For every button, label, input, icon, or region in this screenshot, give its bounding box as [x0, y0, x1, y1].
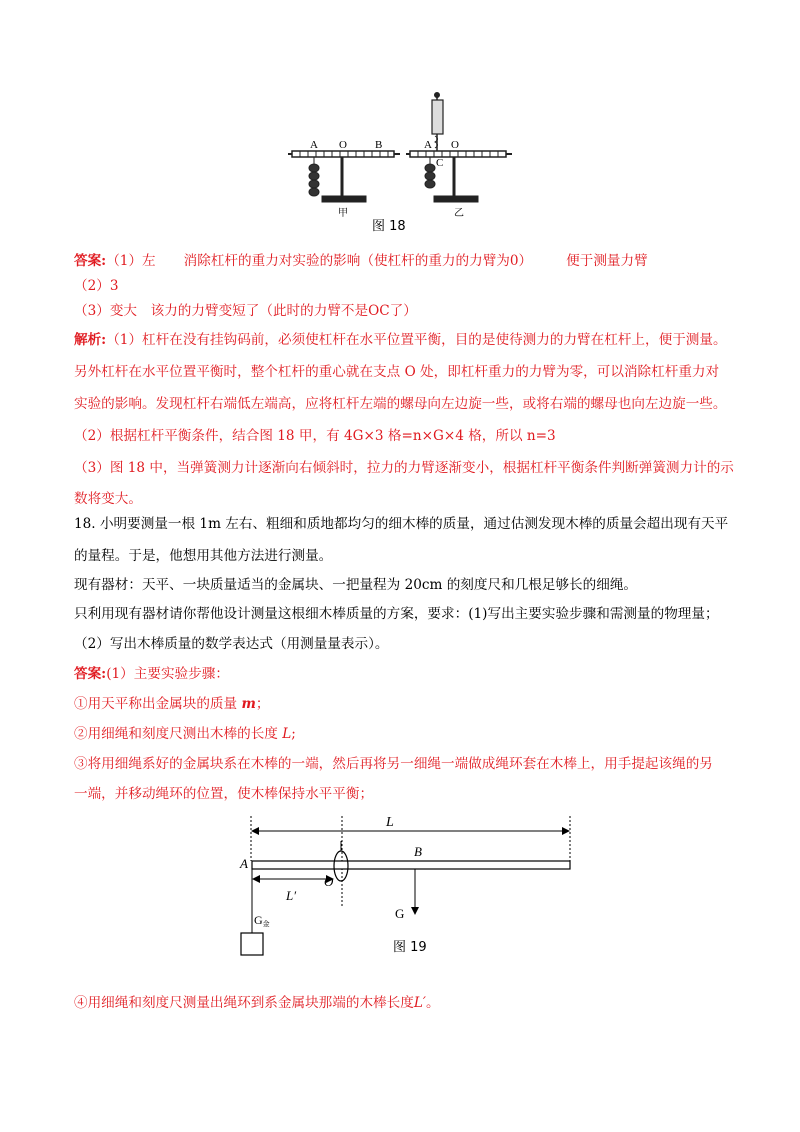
fig19-label-l: L	[386, 815, 394, 830]
analysis17-line5: （3）图 18 中，当弹簧测力计逐渐向右倾斜时，拉力的力臂逐渐变小，根据杠杆平衡条件判断弹簧测力计的示	[74, 460, 734, 476]
fig19-label-o: O	[324, 874, 334, 889]
fig19-label-a: A	[240, 856, 248, 871]
answer17-label: 答案:	[74, 253, 107, 269]
fig19-label-b: B	[414, 844, 422, 859]
q18-line2: 的量程。于是，他想用其他方法进行测量。	[74, 548, 333, 564]
fig18-label-a2: A	[424, 139, 432, 151]
answer17-line1: 答案:（1）左 消除杠杆的重力对实验的影响（使杠杆的重力的力臂为0） 便于测量力臂	[74, 253, 648, 269]
answer18-label: 答案:	[74, 666, 107, 682]
fig18-label-c: C	[436, 157, 444, 169]
wooden-rod	[252, 861, 570, 869]
answer18-step3a: ③将用细绳系好的金属块系在木棒的一端，然后再将另一细绳一端做成绳环套在木棒上，用手提起该绳的另	[74, 756, 713, 772]
q18-line1: 18. 小明要测量一根 1m 左右、粗细和质地都均匀的细木棒的质量，通过估测发现木棒的质量会超出现有天平	[74, 516, 729, 532]
analysis17-label: 解析:	[74, 332, 107, 348]
answer17-line3: （3）变大 该力的力臂变短了（此时的力臂不是OC了）	[74, 303, 417, 319]
analysis17-line6: 数将变大。	[74, 491, 142, 507]
fig19-label-lprime: L′	[286, 888, 297, 903]
fig19-label-g: G	[395, 906, 405, 921]
answer17-line2: （2）3	[74, 278, 119, 294]
fig18-label-o1: O	[339, 139, 347, 151]
answer18-step2: ②用细绳和刻度尺测出木棒的长度 L;	[74, 726, 296, 742]
answer18-step3b: 一端，并移动绳环的位置，使木棒保持水平平衡；	[74, 786, 374, 802]
lever-apparatus-jia	[288, 151, 400, 202]
fig19-caption: 图 19	[393, 940, 427, 955]
fig18-label-yi: 乙	[454, 208, 464, 219]
analysis17-line3: 实验的影响。发现杠杆右端低左端高，应将杠杆左端的螺母向左边旋一些，或将右端的螺母也向左边旋一些。	[74, 396, 727, 412]
fig18-label-b: B	[375, 139, 383, 151]
fig18-label-jia: 甲	[338, 208, 348, 219]
answer18-step1: ①用天平称出金属块的质量 m；	[74, 696, 270, 712]
q18-line5: （2）写出木棒质量的数学表达式（用测量量表示）。	[74, 636, 389, 652]
fig18-caption: 图 18	[372, 219, 406, 234]
analysis17-line2: 另外杠杆在水平位置平衡时，整个杠杆的重心就在支点 O 处，即杠杆重力的力臂为零，可以消除杠杆重力对	[74, 364, 720, 380]
q18-line4: 只利用现有器材请你帮他设计测量这根细木棒质量的方案，要求：(1)写出主要实验步骤和需测量的物理量；	[74, 606, 719, 622]
lever-apparatus-yi	[406, 93, 512, 203]
q18-line3: 现有器材：天平、一块质量适当的金属块、一把量程为 20cm 的刻度尺和几根足够长的细绳。	[74, 577, 638, 593]
analysis17-line4: （2）根据杠杆平衡条件，结合图 18 甲，有 4G×3 格=n×G×4 格，所以 n=3	[74, 428, 556, 444]
fig19-label-gm: G金	[254, 913, 270, 928]
analysis17-line1: 解析:（1）杠杆在没有挂钩码前，必须使杠杆在水平位置平衡，目的是使待测力的力臂在杠杆上，便于测量。	[74, 332, 727, 348]
fig18-label-a1: A	[310, 139, 318, 151]
answer18-line0: 答案:(1）主要实验步骤：	[74, 666, 229, 682]
metal-block	[241, 933, 263, 955]
answer18-step4: ④用细绳和刻度尺测量出绳环到系金属块那端的木棒长度L′。	[74, 995, 440, 1011]
fig18-label-o2: O	[451, 139, 459, 151]
